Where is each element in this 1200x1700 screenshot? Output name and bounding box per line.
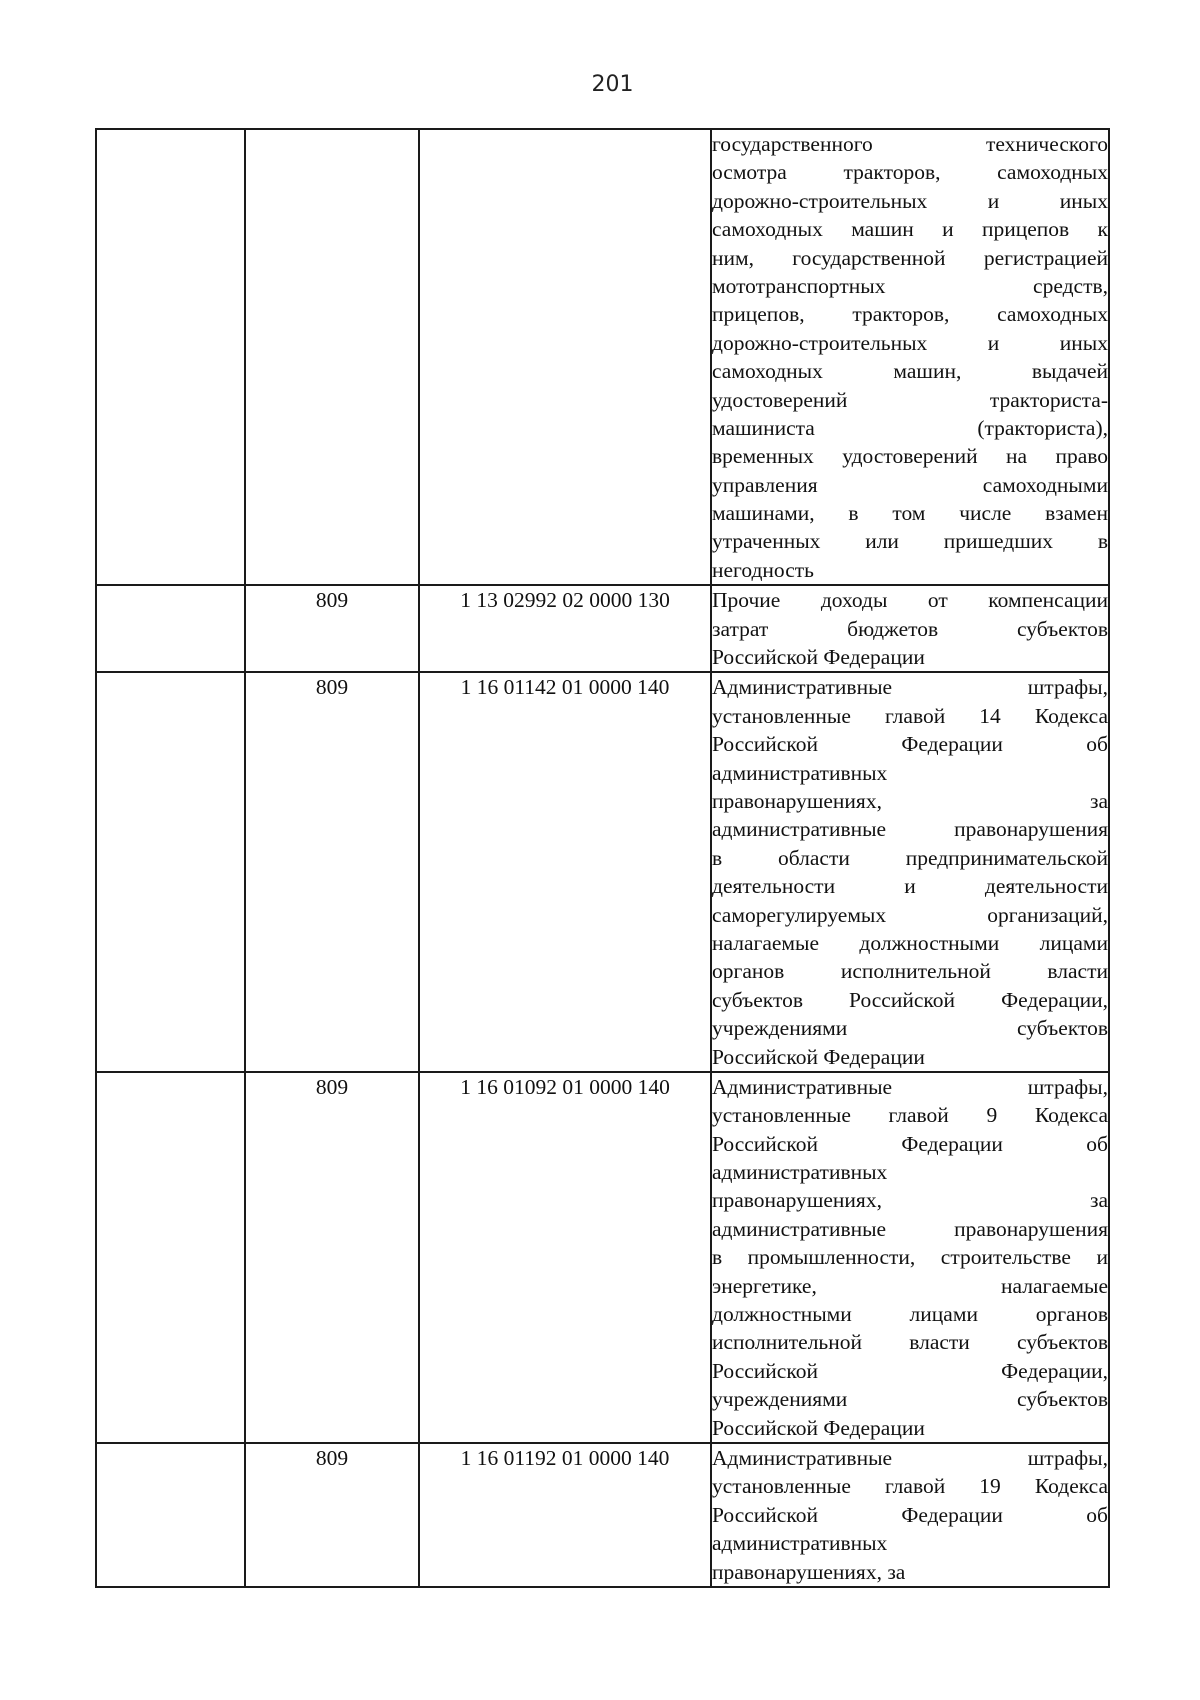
- description-line: в промышленности, строительстве и: [712, 1245, 1108, 1270]
- description-cell: [711, 672, 1109, 1071]
- description-line: удостоверений тракториста-: [712, 387, 1108, 412]
- description-line: деятельности и деятельности: [712, 874, 1108, 899]
- description-line: Российской Федерации: [712, 1415, 925, 1440]
- revenue-code-cell: 1 16 01192 01 0000 140: [419, 1443, 711, 1587]
- description-line: установленные главой 14 Кодекса: [712, 703, 1108, 728]
- description-line: ним, государственной регистрацией: [712, 245, 1108, 270]
- description-line: правонарушениях, за: [712, 1188, 1108, 1213]
- row-number-cell: [96, 672, 245, 1071]
- row-number-cell: [96, 1443, 245, 1587]
- description-line: временных удостоверений на право: [712, 444, 1108, 469]
- description-cell: [711, 1443, 1109, 1587]
- description-line: установленные главой 19 Кодекса: [712, 1474, 1108, 1499]
- description-line: негодность: [712, 557, 814, 582]
- description-line: субъектов Российской Федерации,: [712, 987, 1108, 1012]
- revenue-code-cell: [419, 129, 711, 585]
- description-line: административные правонарушения: [712, 1216, 1108, 1241]
- table-row: [96, 1443, 1109, 1587]
- description-cell: [711, 129, 1109, 585]
- revenue-code-cell: 1 13 02992 02 0000 130: [419, 585, 711, 672]
- description-line: Российской Федерации об: [712, 732, 1108, 757]
- admin-code-cell: [245, 129, 419, 585]
- description-line: Российской Федерации: [712, 1044, 925, 1069]
- description-line: органов исполнительной власти: [712, 959, 1108, 984]
- description-line: в области предпринимательской: [712, 845, 1108, 870]
- description-line: мототранспортных средств,: [712, 273, 1108, 298]
- description-line: Административные штрафы,: [712, 675, 1108, 700]
- description-line: административных: [712, 1531, 888, 1556]
- description-line: правонарушениях, за: [712, 788, 1108, 813]
- description-line: самоходных машин и прицепов к: [712, 217, 1108, 242]
- admin-code-cell: 809: [245, 1072, 419, 1443]
- description-line: дорожно-строительных и иных: [712, 330, 1108, 355]
- description-line: управления самоходными: [712, 472, 1108, 497]
- table-row: [96, 672, 1109, 1071]
- description-line: машинами, в том числе взамен: [712, 501, 1108, 526]
- description-line: затрат бюджетов субъектов: [712, 616, 1108, 641]
- description-line: административных: [712, 1160, 888, 1185]
- admin-code-cell: 809: [245, 672, 419, 1071]
- description-line: утраченных или пришедших в: [712, 529, 1108, 554]
- description-line: Прочие доходы от компенсации: [712, 588, 1108, 613]
- description-line: Российской Федерации: [712, 645, 925, 670]
- description-line: Административные штрафы,: [712, 1445, 1108, 1470]
- row-number-cell: [96, 1072, 245, 1443]
- table-body: [96, 129, 1109, 1587]
- description-cell: [711, 585, 1109, 672]
- table-row: [96, 1072, 1109, 1443]
- description-line: налагаемые должностными лицами: [712, 930, 1108, 955]
- description-line: дорожно-строительных и иных: [712, 188, 1108, 213]
- table-row: [96, 585, 1109, 672]
- description-line: самоходных машин, выдачей: [712, 359, 1108, 384]
- row-number-cell: [96, 585, 245, 672]
- description-line: Российской Федерации об: [712, 1502, 1108, 1527]
- description-line: административных: [712, 760, 888, 785]
- description-line: машиниста (тракториста),: [712, 415, 1108, 440]
- description-line: исполнительной власти субъектов: [712, 1330, 1108, 1355]
- admin-code-cell: 809: [245, 585, 419, 672]
- revenue-code-cell: 1 16 01142 01 0000 140: [419, 672, 711, 1071]
- description-line: учреждениями субъектов: [712, 1387, 1108, 1412]
- description-line: Российской Федерации об: [712, 1131, 1108, 1156]
- description-line: энергетике, налагаемые: [712, 1273, 1108, 1298]
- description-line: правонарушениях, за: [712, 1559, 906, 1584]
- row-number-cell: [96, 129, 245, 585]
- admin-code-cell: 809: [245, 1443, 419, 1587]
- description-line: государственного технического: [712, 132, 1108, 156]
- revenue-code-cell: 1 16 01092 01 0000 140: [419, 1072, 711, 1443]
- page-number: 201: [591, 72, 634, 97]
- description-line: Административные штрафы,: [712, 1074, 1108, 1099]
- description-cell: [711, 1072, 1109, 1443]
- description-line: Российской Федерации,: [712, 1358, 1108, 1383]
- description-line: саморегулируемых организаций,: [712, 902, 1108, 927]
- budget-code-table: [95, 128, 1110, 1588]
- description-line: осмотра тракторов, самоходных: [712, 160, 1108, 185]
- description-line: учреждениями субъектов: [712, 1016, 1108, 1041]
- description-line: прицепов, тракторов, самоходных: [712, 302, 1108, 327]
- table-row: [96, 129, 1109, 585]
- description-line: административные правонарушения: [712, 817, 1108, 842]
- description-line: должностными лицами органов: [712, 1302, 1108, 1327]
- description-line: установленные главой 9 Кодекса: [712, 1103, 1108, 1128]
